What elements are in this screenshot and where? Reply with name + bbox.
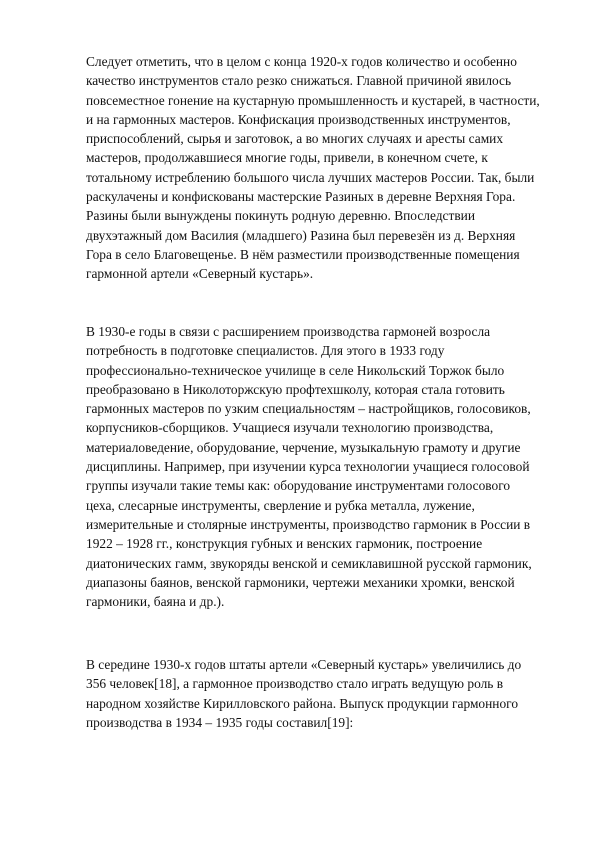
text-line: дисциплины. Например, при изучении курса технологии учащиеся голосовой <box>86 459 530 475</box>
text-line: гармонных мастеров по узким специальностям – настройщиков, голосовиков, <box>86 401 531 417</box>
text-line: Гора в село Благовещенье. В нём разместили производственные помещения <box>86 246 520 262</box>
text-line: цеха, слесарные инструменты, сверление и рубка металла, лужение, <box>86 497 475 513</box>
text-line: измерительные и столярные инструменты, производство гармоник в России в <box>86 516 531 532</box>
text-line: двухэтажный дом Василия (младшего) Разина был перевезён из д. Верхняя <box>86 227 516 243</box>
text-line: Разины были вынуждены покинуть родную деревню. Впоследствии <box>86 208 475 224</box>
text-line: профессионально-техническое училище в селе Никольский Торжок было <box>86 362 505 378</box>
text-line: приспособлений, сырья и заготовок, а во многих случаях и аресты самих <box>86 131 504 147</box>
paragraph-1 <box>86 52 556 284</box>
text-line: материаловедение, оборудование, черчение, музыкальную грамоту и другие <box>86 439 521 455</box>
text-line: качество инструментов стало резко снижаться. Главной причиной явилось <box>86 73 512 89</box>
text-line: 1922 – 1928 гг., конструкция губных и венских гармоник, построение <box>86 536 483 552</box>
text-line: преобразовано в Николоторжскую профтехшколу, которая стала готовить <box>86 381 505 397</box>
paragraph-3 <box>86 655 556 732</box>
text-line: корпусников-сборщиков. Учащиеся изучали технологию производства, <box>86 420 494 436</box>
text-line: и на гармонных мастеров. Конфискация производственных инструментов, <box>86 111 511 127</box>
text-line: потребность в подготовке специалистов. Для этого в 1933 году <box>86 343 445 359</box>
text-line: тотальному истреблению большого числа лучших мастеров России. Так, были <box>86 169 535 185</box>
text-line: диатонических гамм, звукоряды венской и семиклавишной русской гармоник, <box>86 555 532 571</box>
text-line: диапазоны баянов, венской гармоники, чертежи механики хромки, венской <box>86 574 515 590</box>
text-line: мастеров, продолжавшиеся многие годы, привели, в конечном счете, к <box>86 150 488 166</box>
paragraph-2 <box>86 322 556 611</box>
text-line: группы изучали такие темы как: оборудование инструментами голосового <box>86 478 511 494</box>
text-line: повсеместное гонение на кустарную промышленность и кустарей, в частности, <box>86 92 540 108</box>
text-line: гармоники, баяна и др.). <box>86 594 225 610</box>
text-line: В середине 1930-х годов штаты артели «Северный кустарь» увеличились до <box>86 657 522 672</box>
text-line: В 1930-е годы в связи с расширением производства гармоней возросла <box>86 324 491 339</box>
text-line: раскулачены и конфискованы мастерские Разиных в деревне Верхняя Гора. <box>86 189 516 205</box>
text-line: производства в 1934 – 1935 годы составил[19]: <box>86 714 354 730</box>
text-line: Следует отметить, что в целом с конца 1920-х годов количество и особенно <box>86 54 517 69</box>
text-line: гармонной артели «Северный кустарь». <box>86 266 314 282</box>
text-line: народном хозяйстве Кирилловского района. Выпуск продукции гармонного <box>86 695 519 711</box>
text-line: 356 человек[18], а гармонное производство стало играть ведущую роль в <box>86 676 504 692</box>
